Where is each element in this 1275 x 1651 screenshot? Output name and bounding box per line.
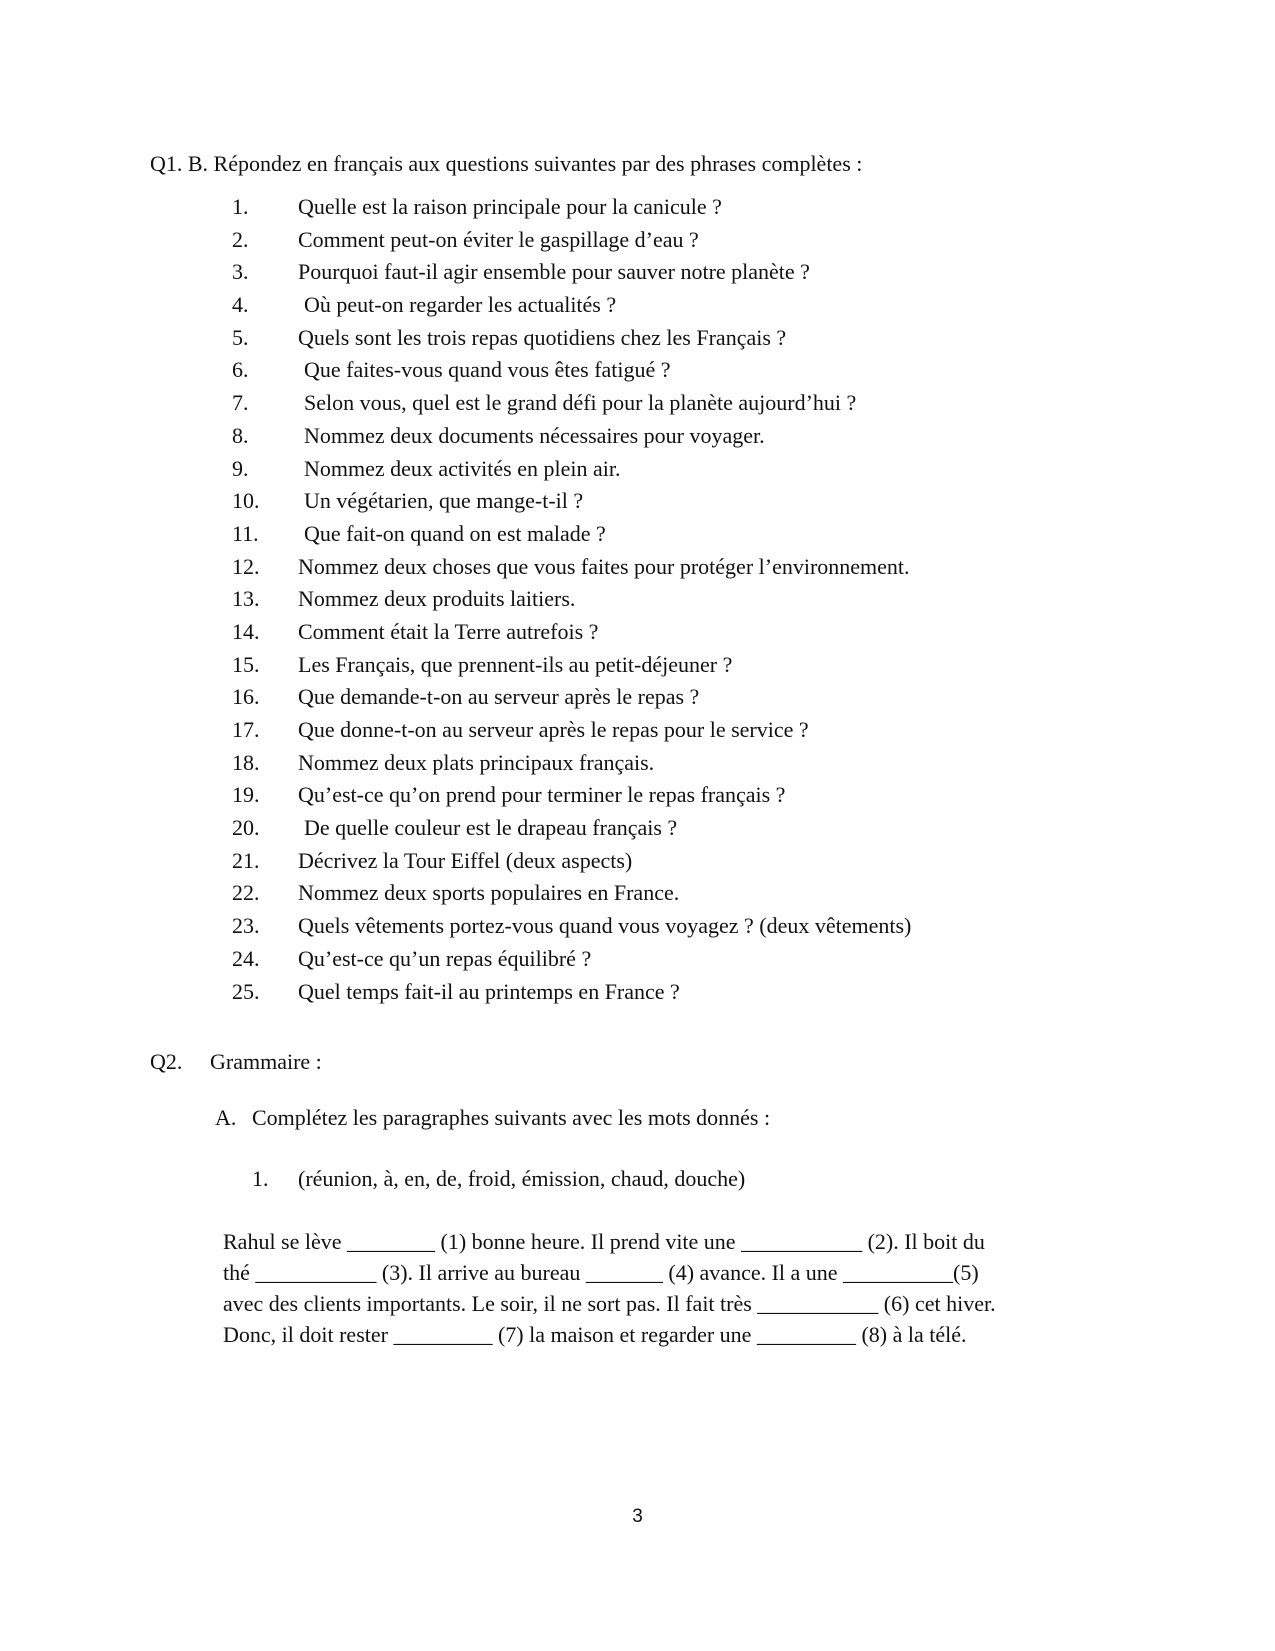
question-number: 8. bbox=[232, 422, 249, 448]
question-number: 14. bbox=[232, 618, 260, 644]
fill-in-paragraph bbox=[223, 1226, 1103, 1350]
question-item bbox=[232, 847, 911, 880]
question-item bbox=[232, 324, 911, 357]
question-text: Qu’est-ce qu’un repas équilibré ? bbox=[298, 945, 592, 971]
question-item bbox=[232, 945, 911, 978]
question-number: 19. bbox=[232, 782, 260, 808]
paragraph-line: Rahul se lève ________ (1) bonne heure. Il prend vite une ___________ (2). Il boit du bbox=[223, 1229, 985, 1254]
question-number: 13. bbox=[232, 586, 260, 612]
page-number: 3 bbox=[632, 1506, 643, 1527]
question-text: Selon vous, quel est le grand défi pour la planète aujourd’hui ? bbox=[304, 390, 857, 416]
question-text: Nommez deux sports populaires en France. bbox=[298, 880, 680, 906]
question-text: Comment était la Terre autrefois ? bbox=[298, 618, 599, 644]
question-text: Nommez deux choses que vous faites pour protéger l’environnement. bbox=[298, 553, 910, 579]
q1-question-list bbox=[232, 193, 911, 1010]
question-number: 25. bbox=[232, 978, 260, 1004]
question-item bbox=[232, 520, 911, 553]
question-number: 16. bbox=[232, 684, 260, 710]
question-item bbox=[232, 291, 911, 324]
question-number: 4. bbox=[232, 292, 249, 318]
question-number: 21. bbox=[232, 847, 260, 873]
question-text: Qu’est-ce qu’on prend pour terminer le repas français ? bbox=[298, 782, 786, 808]
question-number: 5. bbox=[232, 324, 249, 350]
question-text: Nommez deux documents nécessaires pour voyager. bbox=[304, 422, 765, 448]
question-text: Que demande-t-on au serveur après le repas ? bbox=[298, 684, 700, 710]
question-text: Nommez deux activités en plein air. bbox=[304, 455, 621, 481]
question-number: 18. bbox=[232, 749, 260, 775]
question-text: Où peut-on regarder les actualités ? bbox=[304, 292, 617, 318]
question-number: 12. bbox=[232, 553, 260, 579]
question-text: Que fait-on quand on est malade ? bbox=[304, 520, 606, 546]
question-item bbox=[232, 258, 911, 291]
question-item bbox=[232, 618, 911, 651]
paragraph-line: avec des clients importants. Le soir, il ne sort pas. Il fait très ___________ (6) cet hiver. bbox=[223, 1291, 996, 1316]
q2-heading bbox=[150, 1048, 322, 1076]
question-number: 2. bbox=[232, 226, 249, 252]
question-item bbox=[232, 193, 911, 226]
question-number: 11. bbox=[232, 520, 259, 546]
question-number: 3. bbox=[232, 259, 249, 285]
question-item bbox=[232, 912, 911, 945]
question-text: Quel temps fait-il au printemps en France ? bbox=[298, 978, 680, 1004]
question-text: Les Français, que prennent-ils au petit-déjeuner ? bbox=[298, 651, 733, 677]
question-text: Pourquoi faut-il agir ensemble pour sauver notre planète ? bbox=[298, 259, 810, 285]
question-item bbox=[232, 781, 911, 814]
exercise-number: 1. bbox=[252, 1166, 269, 1191]
question-number: 24. bbox=[232, 945, 260, 971]
question-number: 15. bbox=[232, 651, 260, 677]
question-item bbox=[232, 716, 911, 749]
question-text: De quelle couleur est le drapeau français ? bbox=[304, 815, 678, 841]
question-number: 1. bbox=[232, 194, 249, 219]
question-item bbox=[232, 585, 911, 618]
question-text: Quels vêtements portez-vous quand vous voyagez ? (deux vêtements) bbox=[298, 913, 912, 939]
question-item bbox=[232, 749, 911, 782]
q2-number: Q2. bbox=[150, 1049, 183, 1074]
question-item bbox=[232, 683, 911, 716]
question-text: Nommez deux plats principaux français. bbox=[298, 749, 655, 775]
exercise-item bbox=[252, 1165, 745, 1193]
q2-section-a bbox=[215, 1104, 770, 1132]
question-text: Quelle est la raison principale pour la canicule ? bbox=[298, 194, 722, 219]
q2-title: Grammaire : bbox=[210, 1049, 322, 1074]
question-number: 23. bbox=[232, 913, 260, 939]
question-text: Décrivez la Tour Eiffel (deux aspects) bbox=[298, 847, 633, 873]
question-item bbox=[232, 814, 911, 847]
paragraph-line: Donc, il doit rester _________ (7) la maison et regarder une _________ (8) à la télé. bbox=[223, 1322, 967, 1347]
question-item bbox=[232, 226, 911, 259]
question-number: 7. bbox=[232, 390, 249, 416]
question-item bbox=[232, 879, 911, 912]
question-number: 20. bbox=[232, 815, 260, 841]
question-text: Que donne-t-on au serveur après le repas pour le service ? bbox=[298, 717, 809, 742]
question-text: Un végétarien, que mange-t-il ? bbox=[304, 488, 584, 514]
question-item bbox=[232, 487, 911, 520]
question-item bbox=[232, 422, 911, 455]
q1-heading: Q1. B. Répondez en français aux questions suivantes par des phrases complètes : bbox=[150, 151, 863, 176]
question-number: 6. bbox=[232, 357, 249, 383]
question-text: Que faites-vous quand vous êtes fatigué ? bbox=[304, 357, 671, 383]
paragraph-line: thé ___________ (3). Il arrive au bureau _______ (4) avance. Il a une __________(5) bbox=[223, 1260, 979, 1285]
question-text: Nommez deux produits laitiers. bbox=[298, 586, 576, 612]
question-number: 9. bbox=[232, 455, 249, 481]
question-item bbox=[232, 356, 911, 389]
question-text: Comment peut-on éviter le gaspillage d’eau ? bbox=[298, 226, 699, 252]
question-item bbox=[232, 553, 911, 586]
question-text: Quels sont les trois repas quotidiens chez les Français ? bbox=[298, 324, 787, 350]
section-letter: A. bbox=[215, 1105, 237, 1130]
question-item bbox=[232, 651, 911, 684]
question-number: 10. bbox=[232, 488, 260, 514]
word-bank: (réunion, à, en, de, froid, émission, chaud, douche) bbox=[298, 1166, 746, 1191]
question-item bbox=[232, 389, 911, 422]
question-item bbox=[232, 455, 911, 488]
question-number: 17. bbox=[232, 717, 260, 742]
question-number: 22. bbox=[232, 880, 260, 906]
question-item bbox=[232, 978, 911, 1011]
section-instruction: Complétez les paragraphes suivants avec les mots donnés : bbox=[252, 1105, 771, 1130]
